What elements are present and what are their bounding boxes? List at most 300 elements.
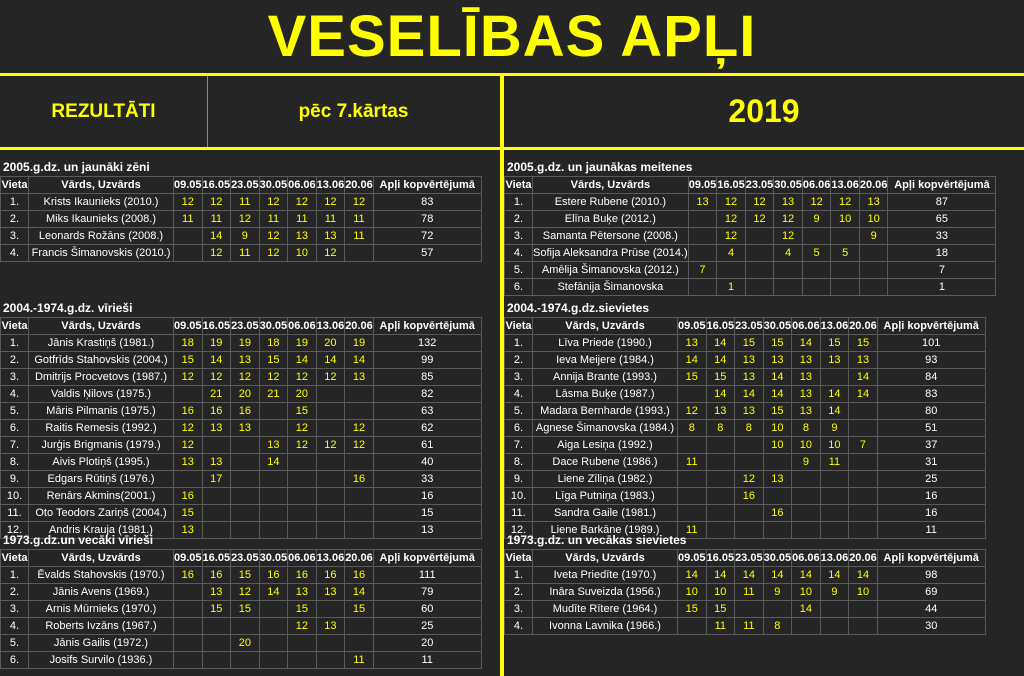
lap-cell bbox=[706, 471, 735, 488]
place-cell: 4. bbox=[505, 386, 533, 403]
table-row bbox=[1, 211, 482, 228]
name-cell: Krists Ikaunieks (2010.) bbox=[29, 194, 174, 211]
column-header: 23.05 bbox=[231, 550, 260, 567]
column-header: 20.06 bbox=[345, 177, 374, 194]
lap-cell: 14 bbox=[706, 335, 735, 352]
column-header: Vieta bbox=[1, 550, 29, 567]
column-header: 23.05 bbox=[735, 550, 764, 567]
section-boys bbox=[0, 159, 482, 262]
lap-cell: 12 bbox=[288, 618, 317, 635]
total-cell: 62 bbox=[373, 420, 481, 437]
lap-cell: 13 bbox=[202, 584, 231, 601]
place-cell: 3. bbox=[505, 369, 533, 386]
column-header: Vārds, Uzvārds bbox=[29, 550, 174, 567]
lap-cell: 14 bbox=[316, 352, 345, 369]
lap-cell bbox=[849, 505, 878, 522]
lap-cell: 9 bbox=[820, 420, 849, 437]
table-row bbox=[505, 618, 986, 635]
lap-cell: 13 bbox=[820, 352, 849, 369]
name-cell: Annija Brante (1993.) bbox=[533, 369, 678, 386]
place-cell: 12. bbox=[505, 522, 533, 539]
lap-cell: 15 bbox=[202, 601, 231, 618]
total-cell: 1 bbox=[888, 279, 996, 296]
name-cell: Madara Bernharde (1993.) bbox=[533, 403, 678, 420]
total-cell: 33 bbox=[888, 228, 996, 245]
table-header-row bbox=[1, 318, 482, 335]
table-header-row bbox=[1, 550, 482, 567]
column-header: Apļi kopvērtējumā bbox=[888, 177, 996, 194]
total-cell: 51 bbox=[877, 420, 985, 437]
lap-cell bbox=[820, 369, 849, 386]
lap-cell: 17 bbox=[202, 471, 231, 488]
lap-cell: 11 bbox=[231, 245, 260, 262]
table-row bbox=[1, 386, 482, 403]
lap-cell: 4 bbox=[774, 245, 803, 262]
table-row bbox=[1, 471, 482, 488]
place-cell: 6. bbox=[1, 420, 29, 437]
lap-cell: 13 bbox=[231, 352, 260, 369]
lap-cell bbox=[288, 471, 317, 488]
total-cell: 15 bbox=[373, 505, 481, 522]
lap-cell bbox=[202, 505, 231, 522]
header-row bbox=[0, 76, 1024, 150]
place-cell: 9. bbox=[505, 471, 533, 488]
lap-cell: 9 bbox=[792, 454, 821, 471]
lap-cell: 11 bbox=[345, 228, 374, 245]
lap-cell bbox=[231, 437, 260, 454]
column-header: 06.06 bbox=[288, 177, 317, 194]
total-cell: 83 bbox=[373, 194, 481, 211]
name-cell: Lāsma Buķe (1987.) bbox=[533, 386, 678, 403]
lap-cell: 12 bbox=[678, 403, 707, 420]
lap-cell: 16 bbox=[174, 488, 203, 505]
lap-cell: 14 bbox=[820, 567, 849, 584]
total-cell: 40 bbox=[373, 454, 481, 471]
lap-cell: 16 bbox=[763, 505, 792, 522]
total-cell: 69 bbox=[877, 584, 985, 601]
total-cell: 31 bbox=[877, 454, 985, 471]
lap-cell bbox=[706, 454, 735, 471]
section-title: 2004.-1974.g.dz. vīrieši bbox=[3, 301, 133, 315]
lap-cell bbox=[316, 601, 345, 618]
total-cell: 85 bbox=[373, 369, 481, 386]
name-cell: Miks Ikaunieks (2008.) bbox=[29, 211, 174, 228]
column-header: Apļi kopvērtējumā bbox=[373, 177, 481, 194]
place-cell: 11. bbox=[505, 505, 533, 522]
lap-cell: 10 bbox=[859, 211, 888, 228]
lap-cell: 8 bbox=[735, 420, 764, 437]
table-row bbox=[1, 567, 482, 584]
place-cell: 1. bbox=[1, 335, 29, 352]
lap-cell: 11 bbox=[288, 211, 317, 228]
lap-cell bbox=[231, 454, 260, 471]
name-cell: Aiga Lesiņa (1992.) bbox=[533, 437, 678, 454]
lap-cell bbox=[831, 262, 860, 279]
lap-cell: 14 bbox=[706, 386, 735, 403]
table-row bbox=[505, 279, 996, 296]
lap-cell bbox=[259, 403, 288, 420]
column-header: Apļi kopvērtējumā bbox=[373, 318, 481, 335]
lap-cell: 13 bbox=[859, 194, 888, 211]
lap-cell bbox=[849, 403, 878, 420]
column-header: 16.05 bbox=[706, 318, 735, 335]
lap-cell: 13 bbox=[174, 454, 203, 471]
name-cell: Jānis Krastiņš (1981.) bbox=[29, 335, 174, 352]
lap-cell bbox=[259, 488, 288, 505]
lap-cell: 12 bbox=[259, 194, 288, 211]
table-row bbox=[505, 386, 986, 403]
lap-cell: 1 bbox=[717, 279, 746, 296]
table-row bbox=[505, 403, 986, 420]
table-row bbox=[1, 618, 482, 635]
place-cell: 1. bbox=[1, 567, 29, 584]
column-header: 13.06 bbox=[316, 318, 345, 335]
place-cell: 5. bbox=[1, 403, 29, 420]
lap-cell: 14 bbox=[792, 601, 821, 618]
lap-cell: 11 bbox=[231, 194, 260, 211]
lap-cell: 14 bbox=[259, 454, 288, 471]
column-header: Apļi kopvērtējumā bbox=[877, 318, 985, 335]
section-men bbox=[0, 300, 482, 539]
lap-cell bbox=[316, 403, 345, 420]
lap-cell: 12 bbox=[717, 228, 746, 245]
place-cell: 6. bbox=[505, 420, 533, 437]
lap-cell bbox=[259, 471, 288, 488]
lap-cell: 20 bbox=[231, 635, 260, 652]
lap-cell: 11 bbox=[678, 454, 707, 471]
lap-cell bbox=[688, 211, 717, 228]
total-cell: 44 bbox=[877, 601, 985, 618]
lap-cell: 13 bbox=[706, 403, 735, 420]
table-row bbox=[505, 369, 986, 386]
column-header: 30.05 bbox=[259, 177, 288, 194]
lap-cell: 12 bbox=[745, 194, 774, 211]
lap-cell bbox=[774, 262, 803, 279]
total-cell: 93 bbox=[877, 352, 985, 369]
name-cell: Samanta Pētersone (2008.) bbox=[533, 228, 689, 245]
column-header: 23.05 bbox=[231, 177, 260, 194]
column-header: 20.06 bbox=[345, 318, 374, 335]
table-row bbox=[505, 262, 996, 279]
place-cell: 4. bbox=[1, 245, 29, 262]
lap-cell: 14 bbox=[820, 386, 849, 403]
lap-cell bbox=[316, 652, 345, 669]
lap-cell bbox=[849, 618, 878, 635]
total-cell: 60 bbox=[373, 601, 481, 618]
lap-cell bbox=[316, 635, 345, 652]
section-title: 1973.g.dz.un vecāki vīrieši bbox=[3, 533, 154, 547]
lap-cell bbox=[745, 245, 774, 262]
lap-cell: 14 bbox=[792, 567, 821, 584]
name-cell: Roberts Ivzāns (1967.) bbox=[29, 618, 174, 635]
column-header: 06.06 bbox=[792, 318, 821, 335]
name-cell: Stefānija Šimanovska bbox=[533, 279, 689, 296]
lap-cell: 15 bbox=[288, 601, 317, 618]
lap-cell: 7 bbox=[688, 262, 717, 279]
lap-cell: 12 bbox=[288, 420, 317, 437]
name-cell: Valdis Ņilovs (1975.) bbox=[29, 386, 174, 403]
table-row bbox=[1, 403, 482, 420]
section-title: 1973.g.dz. un vecākas sievietes bbox=[507, 533, 687, 547]
lap-cell: 13 bbox=[316, 228, 345, 245]
lap-cell bbox=[792, 618, 821, 635]
lap-cell bbox=[763, 601, 792, 618]
lap-cell: 10 bbox=[820, 437, 849, 454]
lap-cell bbox=[792, 488, 821, 505]
lap-cell: 15 bbox=[820, 335, 849, 352]
section-old-men bbox=[0, 532, 482, 669]
lap-cell: 8 bbox=[792, 420, 821, 437]
lap-cell bbox=[288, 652, 317, 669]
lap-cell bbox=[802, 262, 831, 279]
lap-cell: 20 bbox=[316, 335, 345, 352]
lap-cell bbox=[859, 245, 888, 262]
lap-cell bbox=[678, 618, 707, 635]
column-header: 23.05 bbox=[735, 318, 764, 335]
lap-cell bbox=[717, 262, 746, 279]
lap-cell: 13 bbox=[792, 369, 821, 386]
name-cell: Jurģis Brigmanis (1979.) bbox=[29, 437, 174, 454]
place-cell: 1. bbox=[1, 194, 29, 211]
lap-cell: 15 bbox=[735, 335, 764, 352]
total-cell: 13 bbox=[373, 522, 481, 539]
lap-cell bbox=[678, 505, 707, 522]
total-cell: 30 bbox=[877, 618, 985, 635]
lap-cell: 19 bbox=[202, 335, 231, 352]
lap-cell bbox=[174, 245, 203, 262]
lap-cell: 15 bbox=[706, 601, 735, 618]
lap-cell: 13 bbox=[849, 352, 878, 369]
place-cell: 3. bbox=[505, 228, 533, 245]
table-row bbox=[505, 335, 986, 352]
column-header: Vieta bbox=[1, 318, 29, 335]
lap-cell: 14 bbox=[259, 584, 288, 601]
name-cell: Ināra Suveizda (1956.) bbox=[533, 584, 678, 601]
name-cell: Amēlija Šimanovska (2012.) bbox=[533, 262, 689, 279]
name-cell: Mudīte Rītere (1964.) bbox=[533, 601, 678, 618]
lap-cell: 11 bbox=[345, 211, 374, 228]
lap-cell bbox=[231, 488, 260, 505]
lap-cell bbox=[849, 420, 878, 437]
name-cell: Aivis Plotiņš (1995.) bbox=[29, 454, 174, 471]
place-cell: 5. bbox=[505, 262, 533, 279]
lap-cell: 12 bbox=[316, 194, 345, 211]
lap-cell: 15 bbox=[678, 369, 707, 386]
lap-cell bbox=[831, 279, 860, 296]
lap-cell bbox=[345, 488, 374, 505]
lap-cell: 16 bbox=[202, 567, 231, 584]
lap-cell bbox=[174, 471, 203, 488]
table-row bbox=[1, 437, 482, 454]
lap-cell: 21 bbox=[202, 386, 231, 403]
total-cell: 84 bbox=[877, 369, 985, 386]
lap-cell: 19 bbox=[231, 335, 260, 352]
name-cell: Liene Barkāne (1989.) bbox=[533, 522, 678, 539]
lap-cell: 15 bbox=[763, 403, 792, 420]
place-cell: 4. bbox=[1, 618, 29, 635]
column-header: 30.05 bbox=[763, 550, 792, 567]
lap-cell: 12 bbox=[259, 245, 288, 262]
lap-cell: 18 bbox=[259, 335, 288, 352]
lap-cell bbox=[688, 245, 717, 262]
column-header: Vieta bbox=[505, 318, 533, 335]
lap-cell: 11 bbox=[259, 211, 288, 228]
place-cell: 3. bbox=[1, 369, 29, 386]
lap-cell: 11 bbox=[820, 454, 849, 471]
lap-cell: 12 bbox=[174, 420, 203, 437]
lap-cell bbox=[859, 262, 888, 279]
lap-cell: 9 bbox=[820, 584, 849, 601]
lap-cell: 20 bbox=[231, 386, 260, 403]
table-row bbox=[1, 369, 482, 386]
name-cell: Francis Šimanovskis (2010.) bbox=[29, 245, 174, 262]
lap-cell: 13 bbox=[792, 386, 821, 403]
place-cell: 10. bbox=[505, 488, 533, 505]
results-table bbox=[0, 176, 482, 262]
lap-cell bbox=[763, 454, 792, 471]
table-header-row bbox=[1, 177, 482, 194]
column-header: 09.05 bbox=[678, 318, 707, 335]
lap-cell bbox=[316, 505, 345, 522]
column-header: 30.05 bbox=[763, 318, 792, 335]
lap-cell bbox=[288, 488, 317, 505]
table-row bbox=[505, 245, 996, 262]
lap-cell: 12 bbox=[202, 369, 231, 386]
lap-cell bbox=[678, 386, 707, 403]
total-cell: 111 bbox=[373, 567, 481, 584]
table-row bbox=[1, 228, 482, 245]
column-header: 30.05 bbox=[774, 177, 803, 194]
column-header: 30.05 bbox=[259, 550, 288, 567]
lap-cell: 14 bbox=[288, 352, 317, 369]
lap-cell: 14 bbox=[735, 567, 764, 584]
lap-cell bbox=[849, 471, 878, 488]
results-table bbox=[504, 549, 986, 635]
total-cell: 63 bbox=[373, 403, 481, 420]
table-row bbox=[505, 211, 996, 228]
lap-cell: 14 bbox=[345, 352, 374, 369]
table-row bbox=[1, 454, 482, 471]
table-row bbox=[1, 194, 482, 211]
lap-cell bbox=[820, 505, 849, 522]
lap-cell bbox=[259, 652, 288, 669]
lap-cell bbox=[316, 488, 345, 505]
lap-cell: 12 bbox=[259, 228, 288, 245]
lap-cell: 15 bbox=[259, 352, 288, 369]
name-cell: Ivonna Lavnika (1966.) bbox=[533, 618, 678, 635]
lap-cell bbox=[688, 228, 717, 245]
place-cell: 2. bbox=[1, 352, 29, 369]
section-title: 2005.g.dz. un jaunāki zēni bbox=[3, 160, 150, 174]
table-row bbox=[505, 437, 986, 454]
lap-cell: 16 bbox=[345, 567, 374, 584]
lap-cell bbox=[202, 437, 231, 454]
lap-cell bbox=[345, 245, 374, 262]
lap-cell: 18 bbox=[174, 335, 203, 352]
table-row bbox=[505, 505, 986, 522]
table-row bbox=[1, 488, 482, 505]
name-cell: Dace Rubene (1986.) bbox=[533, 454, 678, 471]
lap-cell: 12 bbox=[345, 194, 374, 211]
lap-cell bbox=[345, 454, 374, 471]
lap-cell bbox=[259, 635, 288, 652]
lap-cell bbox=[202, 618, 231, 635]
lap-cell: 7 bbox=[849, 437, 878, 454]
lap-cell bbox=[802, 279, 831, 296]
lap-cell: 5 bbox=[802, 245, 831, 262]
place-cell: 8. bbox=[505, 454, 533, 471]
total-cell: 33 bbox=[373, 471, 481, 488]
name-cell: Ieva Meijere (1984.) bbox=[533, 352, 678, 369]
table-row bbox=[1, 245, 482, 262]
lap-cell: 10 bbox=[792, 584, 821, 601]
lap-cell: 8 bbox=[678, 420, 707, 437]
lap-cell bbox=[231, 505, 260, 522]
lap-cell: 13 bbox=[316, 584, 345, 601]
column-header: 09.05 bbox=[678, 550, 707, 567]
lap-cell: 15 bbox=[763, 335, 792, 352]
lap-cell bbox=[202, 488, 231, 505]
lap-cell: 11 bbox=[316, 211, 345, 228]
lap-cell: 13 bbox=[288, 228, 317, 245]
total-cell: 7 bbox=[888, 262, 996, 279]
total-cell: 16 bbox=[877, 488, 985, 505]
lap-cell: 14 bbox=[202, 352, 231, 369]
lap-cell: 10 bbox=[763, 420, 792, 437]
round-label: pēc 7.kārtas bbox=[298, 100, 409, 122]
lap-cell: 13 bbox=[316, 618, 345, 635]
table-row bbox=[1, 505, 482, 522]
lap-cell bbox=[288, 505, 317, 522]
lap-cell: 16 bbox=[174, 403, 203, 420]
column-header: Apļi kopvērtējumā bbox=[877, 550, 985, 567]
name-cell: Sofija Aleksandra Prūse (2014.) bbox=[533, 245, 689, 262]
name-cell: Liene Zīliņa (1982.) bbox=[533, 471, 678, 488]
lap-cell: 10 bbox=[678, 584, 707, 601]
lap-cell bbox=[745, 279, 774, 296]
name-cell: Gotfrīds Stahovskis (2004.) bbox=[29, 352, 174, 369]
lap-cell: 9 bbox=[231, 228, 260, 245]
lap-cell: 14 bbox=[849, 369, 878, 386]
total-cell: 11 bbox=[373, 652, 481, 669]
lap-cell bbox=[678, 437, 707, 454]
lap-cell bbox=[678, 471, 707, 488]
lap-cell bbox=[259, 601, 288, 618]
table-header-row bbox=[505, 318, 986, 335]
lap-cell: 19 bbox=[345, 335, 374, 352]
lap-cell: 13 bbox=[792, 352, 821, 369]
lap-cell: 10 bbox=[763, 437, 792, 454]
lap-cell: 16 bbox=[259, 567, 288, 584]
lap-cell: 16 bbox=[735, 488, 764, 505]
lap-cell: 12 bbox=[288, 194, 317, 211]
column-header: 30.05 bbox=[259, 318, 288, 335]
column-header: Vieta bbox=[505, 550, 533, 567]
lap-cell: 15 bbox=[678, 601, 707, 618]
lap-cell bbox=[820, 618, 849, 635]
page-title: VESELĪBAS APĻI bbox=[0, 0, 1024, 76]
column-header: 20.06 bbox=[859, 177, 888, 194]
lap-cell bbox=[174, 386, 203, 403]
lap-cell: 12 bbox=[345, 437, 374, 454]
table-row bbox=[1, 635, 482, 652]
total-cell: 83 bbox=[877, 386, 985, 403]
lap-cell: 12 bbox=[831, 194, 860, 211]
total-cell: 57 bbox=[373, 245, 481, 262]
lap-cell: 13 bbox=[231, 420, 260, 437]
lap-cell: 13 bbox=[774, 194, 803, 211]
place-cell: 7. bbox=[1, 437, 29, 454]
